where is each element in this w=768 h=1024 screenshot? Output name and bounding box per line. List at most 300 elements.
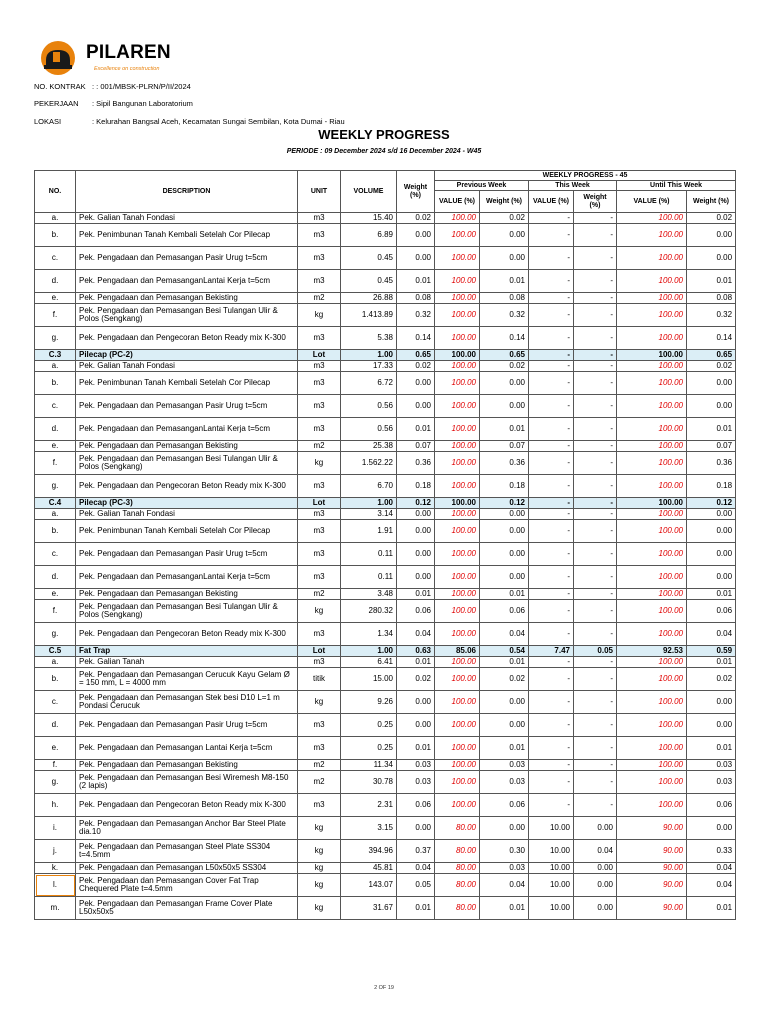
- row-until-value: 100.00: [617, 372, 687, 395]
- row-until-weight: 0.03: [687, 771, 736, 794]
- row-number: l.: [35, 874, 76, 897]
- row-number: f.: [35, 760, 76, 771]
- row-this-value: -: [529, 293, 574, 304]
- row-weight: 0.12: [397, 498, 435, 509]
- row-number: a.: [35, 509, 76, 520]
- row-until-weight: 0.36: [687, 452, 736, 475]
- row-until-value: 100.00: [617, 566, 687, 589]
- table-row: [35, 874, 736, 897]
- row-volume: 1.00: [341, 498, 397, 509]
- row-this-weight: -: [574, 213, 617, 224]
- row-this-weight: -: [574, 794, 617, 817]
- row-until-value: 100.00: [617, 771, 687, 794]
- row-unit: m3: [298, 327, 341, 350]
- row-weight: 0.00: [397, 372, 435, 395]
- row-until-weight: 0.06: [687, 794, 736, 817]
- row-this-value: -: [529, 714, 574, 737]
- row-weight: 0.02: [397, 668, 435, 691]
- row-until-value: 100.00: [617, 213, 687, 224]
- row-number: a.: [35, 657, 76, 668]
- row-volume: 6.41: [341, 657, 397, 668]
- row-until-value: 100.00: [617, 498, 687, 509]
- row-volume: 9.26: [341, 691, 397, 714]
- row-this-value: -: [529, 213, 574, 224]
- row-this-value: -: [529, 372, 574, 395]
- row-this-weight: 0.05: [574, 646, 617, 657]
- row-volume: 1.413.89: [341, 304, 397, 327]
- col-header-unit: UNIT: [298, 171, 341, 213]
- row-until-weight: 0.01: [687, 657, 736, 668]
- row-this-weight: 0.00: [574, 874, 617, 897]
- table-row: [35, 623, 736, 646]
- row-this-value: -: [529, 657, 574, 668]
- table-row: [35, 566, 736, 589]
- table-row: [35, 361, 736, 372]
- row-unit: Lot: [298, 498, 341, 509]
- row-number: c.: [35, 395, 76, 418]
- row-this-weight: -: [574, 498, 617, 509]
- row-description: Pek. Pengadaan dan Pemasangan Besi Wiremesh M8-150 (2 lapis): [76, 771, 298, 794]
- row-description: Pek. Pengadaan dan Pemasangan Frame Cover Plate L50x50x5: [76, 897, 298, 920]
- table-row: [35, 668, 736, 691]
- row-prev-weight: 0.14: [480, 327, 529, 350]
- row-prev-weight: 0.00: [480, 247, 529, 270]
- row-description: Pek. Pengadaan dan Pemasangan Steel Plate SS304 t=4.5mm: [76, 840, 298, 863]
- row-this-weight: -: [574, 372, 617, 395]
- row-description: Pek. Penimbunan Tanah Kembali Setelah Cor Pilecap: [76, 372, 298, 395]
- page-title: WEEKLY PROGRESS: [318, 127, 450, 142]
- row-prev-weight: 0.65: [480, 350, 529, 361]
- row-until-value: 100.00: [617, 247, 687, 270]
- row-weight: 0.65: [397, 350, 435, 361]
- row-this-value: -: [529, 691, 574, 714]
- row-number: d.: [35, 566, 76, 589]
- row-description: Pek. Pengadaan dan Pemasangan Pasir Urug t=5cm: [76, 714, 298, 737]
- row-number: C.4: [35, 498, 76, 509]
- row-volume: 31.67: [341, 897, 397, 920]
- row-prev-weight: 0.00: [480, 543, 529, 566]
- row-description: Pek. Pengadaan dan Pemasangan Anchor Bar Steel Plate dia.10: [76, 817, 298, 840]
- row-prev-value: 100.00: [435, 509, 480, 520]
- row-until-value: 100.00: [617, 760, 687, 771]
- row-prev-value: 100.00: [435, 452, 480, 475]
- row-until-value: 100.00: [617, 509, 687, 520]
- row-until-weight: 0.01: [687, 418, 736, 441]
- row-until-value: 100.00: [617, 270, 687, 293]
- progress-table: [34, 170, 736, 920]
- this-week-header: This Week: [529, 181, 617, 191]
- row-until-weight: 0.01: [687, 270, 736, 293]
- row-description: Pek. Pengadaan dan Pemasangan Lantai Kerja t=5cm: [76, 737, 298, 760]
- table-row: [35, 270, 736, 293]
- row-description: Pek. Pengadaan dan Pemasangan Besi Tulangan Ulir & Polos (Sengkang): [76, 452, 298, 475]
- row-description: Pek. Galian Tanah Fondasi: [76, 509, 298, 520]
- row-prev-value: 100.00: [435, 361, 480, 372]
- row-description: Pek. Pengadaan dan Pemasangan Bekisting: [76, 293, 298, 304]
- row-volume: 1.91: [341, 520, 397, 543]
- row-until-value: 90.00: [617, 897, 687, 920]
- row-this-value: 10.00: [529, 897, 574, 920]
- row-unit: m3: [298, 475, 341, 498]
- row-number: b.: [35, 668, 76, 691]
- row-unit: m3: [298, 372, 341, 395]
- row-weight: 0.04: [397, 863, 435, 874]
- row-until-weight: 0.04: [687, 874, 736, 897]
- table-row: [35, 304, 736, 327]
- row-number: g.: [35, 623, 76, 646]
- row-this-weight: -: [574, 247, 617, 270]
- row-this-weight: 0.04: [574, 840, 617, 863]
- row-this-value: -: [529, 623, 574, 646]
- row-number: h.: [35, 794, 76, 817]
- row-description: Pek. Pengadaan dan PemasanganLantai Kerja t=5cm: [76, 566, 298, 589]
- row-number: a.: [35, 213, 76, 224]
- row-this-value: -: [529, 224, 574, 247]
- row-description: Pek. Pengadaan dan Pemasangan Cerucuk Kayu Gelam Ø = 150 mm, L = 4000 mm: [76, 668, 298, 691]
- row-prev-value: 100.00: [435, 668, 480, 691]
- row-prev-value: 80.00: [435, 817, 480, 840]
- table-row: [35, 543, 736, 566]
- row-number: g.: [35, 771, 76, 794]
- row-prev-weight: 0.01: [480, 657, 529, 668]
- row-unit: kg: [298, 600, 341, 623]
- row-weight: 0.00: [397, 224, 435, 247]
- row-until-weight: 0.01: [687, 589, 736, 600]
- table-row: [35, 509, 736, 520]
- row-this-weight: -: [574, 452, 617, 475]
- row-until-value: 100.00: [617, 304, 687, 327]
- company-name: PILAREN: [86, 42, 171, 63]
- row-weight: 0.18: [397, 475, 435, 498]
- until-value-header: VALUE (%): [617, 191, 687, 213]
- row-until-weight: 0.07: [687, 441, 736, 452]
- table-row: [35, 771, 736, 794]
- row-number: f.: [35, 600, 76, 623]
- row-number: c.: [35, 247, 76, 270]
- row-prev-value: 100.00: [435, 395, 480, 418]
- row-until-weight: 0.04: [687, 863, 736, 874]
- table-row: [35, 691, 736, 714]
- row-this-value: -: [529, 452, 574, 475]
- row-this-value: -: [529, 668, 574, 691]
- row-weight: 0.01: [397, 737, 435, 760]
- row-this-value: -: [529, 350, 574, 361]
- row-volume: 0.56: [341, 395, 397, 418]
- row-prev-weight: 0.06: [480, 600, 529, 623]
- row-unit: m3: [298, 361, 341, 372]
- row-weight: 0.01: [397, 657, 435, 668]
- row-unit: m3: [298, 714, 341, 737]
- row-number: e.: [35, 441, 76, 452]
- previous-week-header: Previous Week: [435, 181, 529, 191]
- row-unit: m3: [298, 794, 341, 817]
- row-unit: kg: [298, 452, 341, 475]
- row-prev-weight: 0.00: [480, 714, 529, 737]
- row-volume: 394.96: [341, 840, 397, 863]
- row-prev-weight: 0.06: [480, 794, 529, 817]
- company-logo: [40, 40, 200, 76]
- row-weight: 0.01: [397, 897, 435, 920]
- row-description: Pek. Pengadaan dan Pemasangan Cover Fat Trap Chequered Plate t=4.5mm: [76, 874, 298, 897]
- row-weight: 0.00: [397, 714, 435, 737]
- row-unit: kg: [298, 863, 341, 874]
- row-unit: kg: [298, 817, 341, 840]
- row-prev-weight: 0.30: [480, 840, 529, 863]
- row-until-weight: 0.00: [687, 372, 736, 395]
- row-this-value: -: [529, 395, 574, 418]
- row-weight: 0.06: [397, 600, 435, 623]
- col-header-volume: VOLUME: [341, 171, 397, 213]
- row-unit: kg: [298, 840, 341, 863]
- row-prev-value: 100.00: [435, 213, 480, 224]
- row-until-value: 100.00: [617, 520, 687, 543]
- until-this-week-header: Until This Week: [617, 181, 736, 191]
- row-prev-weight: 0.03: [480, 863, 529, 874]
- prev-value-header: VALUE (%): [435, 191, 480, 213]
- row-this-value: 10.00: [529, 840, 574, 863]
- row-until-weight: 0.00: [687, 395, 736, 418]
- table-row: [35, 395, 736, 418]
- row-until-weight: 0.14: [687, 327, 736, 350]
- table-row: [35, 224, 736, 247]
- row-this-value: -: [529, 520, 574, 543]
- table-row: [35, 520, 736, 543]
- row-this-value: -: [529, 498, 574, 509]
- row-volume: 1.00: [341, 646, 397, 657]
- row-volume: 25.38: [341, 441, 397, 452]
- row-until-value: 92.53: [617, 646, 687, 657]
- row-this-weight: -: [574, 566, 617, 589]
- row-weight: 0.06: [397, 794, 435, 817]
- row-description: Pilecap (PC-2): [76, 350, 298, 361]
- weekly-progress-header: WEEKLY PROGRESS - 45: [435, 171, 736, 181]
- row-volume: 3.15: [341, 817, 397, 840]
- table-body: [35, 213, 736, 920]
- row-weight: 0.00: [397, 817, 435, 840]
- row-until-value: 100.00: [617, 224, 687, 247]
- row-unit: m3: [298, 418, 341, 441]
- row-this-weight: -: [574, 589, 617, 600]
- row-description: Pek. Pengadaan dan Pemasangan Stek besi D10 L=1 m Pondasi Cerucuk: [76, 691, 298, 714]
- row-this-value: -: [529, 600, 574, 623]
- table-row: [35, 657, 736, 668]
- row-volume: 26.88: [341, 293, 397, 304]
- row-this-weight: -: [574, 623, 617, 646]
- section-row: [35, 350, 736, 361]
- row-this-weight: -: [574, 350, 617, 361]
- row-unit: kg: [298, 304, 341, 327]
- row-number: d.: [35, 714, 76, 737]
- row-volume: 6.70: [341, 475, 397, 498]
- table-row: [35, 327, 736, 350]
- row-until-weight: 0.00: [687, 520, 736, 543]
- row-prev-value: 100.00: [435, 543, 480, 566]
- row-prev-value: 100.00: [435, 600, 480, 623]
- row-unit: m3: [298, 213, 341, 224]
- row-until-value: 100.00: [617, 794, 687, 817]
- location-value: : Kelurahan Bangsal Aceh, Kecamatan Sungai Sembilan, Kota Dumai - Riau: [92, 117, 345, 126]
- row-this-weight: -: [574, 475, 617, 498]
- row-prev-weight: 0.54: [480, 646, 529, 657]
- table-row: [35, 247, 736, 270]
- table-row: [35, 589, 736, 600]
- row-weight: 0.04: [397, 623, 435, 646]
- row-until-value: 100.00: [617, 441, 687, 452]
- table-row: [35, 863, 736, 874]
- row-this-weight: -: [574, 293, 617, 304]
- row-this-value: -: [529, 441, 574, 452]
- location-label: LOKASI: [34, 117, 62, 126]
- row-weight: 0.03: [397, 771, 435, 794]
- row-prev-weight: 0.02: [480, 361, 529, 372]
- row-prev-weight: 0.00: [480, 509, 529, 520]
- row-description: Pek. Pengadaan dan Pemasangan Pasir Urug t=5cm: [76, 395, 298, 418]
- row-number: f.: [35, 304, 76, 327]
- row-prev-value: 100.00: [435, 224, 480, 247]
- row-description: Pek. Pengadaan dan PemasanganLantai Kerja t=5cm: [76, 418, 298, 441]
- row-volume: 0.45: [341, 247, 397, 270]
- row-prev-value: 100.00: [435, 623, 480, 646]
- row-weight: 0.01: [397, 589, 435, 600]
- row-until-value: 100.00: [617, 668, 687, 691]
- row-until-weight: 0.00: [687, 509, 736, 520]
- row-prev-weight: 0.00: [480, 520, 529, 543]
- row-until-value: 100.00: [617, 418, 687, 441]
- row-volume: 0.25: [341, 714, 397, 737]
- row-prev-weight: 0.00: [480, 372, 529, 395]
- row-this-weight: -: [574, 668, 617, 691]
- row-prev-value: 80.00: [435, 840, 480, 863]
- row-until-value: 100.00: [617, 623, 687, 646]
- row-description: Pilecap (PC-3): [76, 498, 298, 509]
- row-volume: 1.34: [341, 623, 397, 646]
- row-prev-value: 100.00: [435, 418, 480, 441]
- contract-value: : : 001/MBSK-PLRN/P/II/2024: [92, 82, 191, 91]
- row-prev-weight: 0.04: [480, 623, 529, 646]
- row-this-weight: -: [574, 600, 617, 623]
- row-this-value: -: [529, 760, 574, 771]
- table-row: [35, 475, 736, 498]
- row-prev-value: 100.00: [435, 247, 480, 270]
- row-number: e.: [35, 293, 76, 304]
- row-unit: m3: [298, 520, 341, 543]
- row-until-value: 90.00: [617, 840, 687, 863]
- row-until-weight: 0.65: [687, 350, 736, 361]
- row-number: i.: [35, 817, 76, 840]
- row-until-weight: 0.00: [687, 224, 736, 247]
- row-until-weight: 0.00: [687, 247, 736, 270]
- table-row: [35, 737, 736, 760]
- row-prev-value: 80.00: [435, 863, 480, 874]
- row-this-value: -: [529, 794, 574, 817]
- row-this-weight: -: [574, 691, 617, 714]
- row-until-value: 100.00: [617, 714, 687, 737]
- table-row: [35, 600, 736, 623]
- row-this-value: -: [529, 361, 574, 372]
- row-description: Pek. Pengadaan dan Pemasangan Bekisting: [76, 589, 298, 600]
- row-unit: Lot: [298, 646, 341, 657]
- row-prev-weight: 0.08: [480, 293, 529, 304]
- row-prev-value: 85.06: [435, 646, 480, 657]
- row-this-weight: -: [574, 441, 617, 452]
- row-description: Pek. Pengadaan dan Pengecoran Beton Ready mix K-300: [76, 327, 298, 350]
- company-tagline: Excellence on construction: [94, 66, 160, 72]
- row-prev-weight: 0.02: [480, 668, 529, 691]
- table-row: [35, 441, 736, 452]
- row-until-weight: 0.00: [687, 817, 736, 840]
- row-weight: 0.01: [397, 418, 435, 441]
- row-until-value: 90.00: [617, 863, 687, 874]
- row-prev-value: 100.00: [435, 304, 480, 327]
- row-number: j.: [35, 840, 76, 863]
- this-value-header: VALUE (%): [529, 191, 574, 213]
- helmet-logo-icon: [40, 40, 76, 76]
- row-this-value: -: [529, 247, 574, 270]
- row-prev-value: 100.00: [435, 691, 480, 714]
- row-description: Pek. Pengadaan dan PemasanganLantai Kerja t=5cm: [76, 270, 298, 293]
- row-number: c.: [35, 543, 76, 566]
- row-unit: m2: [298, 760, 341, 771]
- row-volume: 6.72: [341, 372, 397, 395]
- row-volume: 11.34: [341, 760, 397, 771]
- row-weight: 0.32: [397, 304, 435, 327]
- row-until-weight: 0.03: [687, 760, 736, 771]
- row-number: b.: [35, 520, 76, 543]
- row-until-weight: 0.02: [687, 361, 736, 372]
- row-prev-value: 100.00: [435, 372, 480, 395]
- row-until-weight: 0.00: [687, 714, 736, 737]
- table-row: [35, 714, 736, 737]
- table-row: [35, 840, 736, 863]
- row-volume: 6.89: [341, 224, 397, 247]
- row-this-value: -: [529, 509, 574, 520]
- row-until-weight: 0.01: [687, 897, 736, 920]
- row-prev-value: 100.00: [435, 657, 480, 668]
- row-prev-weight: 0.00: [480, 395, 529, 418]
- row-until-value: 100.00: [617, 452, 687, 475]
- row-weight: 0.00: [397, 691, 435, 714]
- row-description: Pek. Pengadaan dan Pengecoran Beton Ready mix K-300: [76, 794, 298, 817]
- row-until-value: 100.00: [617, 737, 687, 760]
- row-this-weight: -: [574, 224, 617, 247]
- row-unit: m2: [298, 771, 341, 794]
- row-this-value: 10.00: [529, 874, 574, 897]
- row-description: Pek. Pengadaan dan Pemasangan Besi Tulangan Ulir & Polos (Sengkang): [76, 304, 298, 327]
- row-until-weight: 0.33: [687, 840, 736, 863]
- row-prev-value: 100.00: [435, 498, 480, 509]
- row-volume: 2.31: [341, 794, 397, 817]
- row-weight: 0.02: [397, 361, 435, 372]
- section-row: [35, 498, 736, 509]
- row-number: C.5: [35, 646, 76, 657]
- row-until-value: 100.00: [617, 327, 687, 350]
- row-prev-value: 100.00: [435, 441, 480, 452]
- row-number: a.: [35, 361, 76, 372]
- row-prev-weight: 0.00: [480, 224, 529, 247]
- row-weight: 0.02: [397, 213, 435, 224]
- row-this-weight: -: [574, 714, 617, 737]
- row-prev-value: 80.00: [435, 897, 480, 920]
- until-weight-header: Weight (%): [687, 191, 736, 213]
- row-prev-value: 100.00: [435, 714, 480, 737]
- row-this-weight: -: [574, 418, 617, 441]
- row-until-value: 100.00: [617, 589, 687, 600]
- row-weight: 0.03: [397, 760, 435, 771]
- section-row: [35, 646, 736, 657]
- row-this-value: 10.00: [529, 863, 574, 874]
- row-until-value: 100.00: [617, 475, 687, 498]
- row-prev-weight: 0.01: [480, 418, 529, 441]
